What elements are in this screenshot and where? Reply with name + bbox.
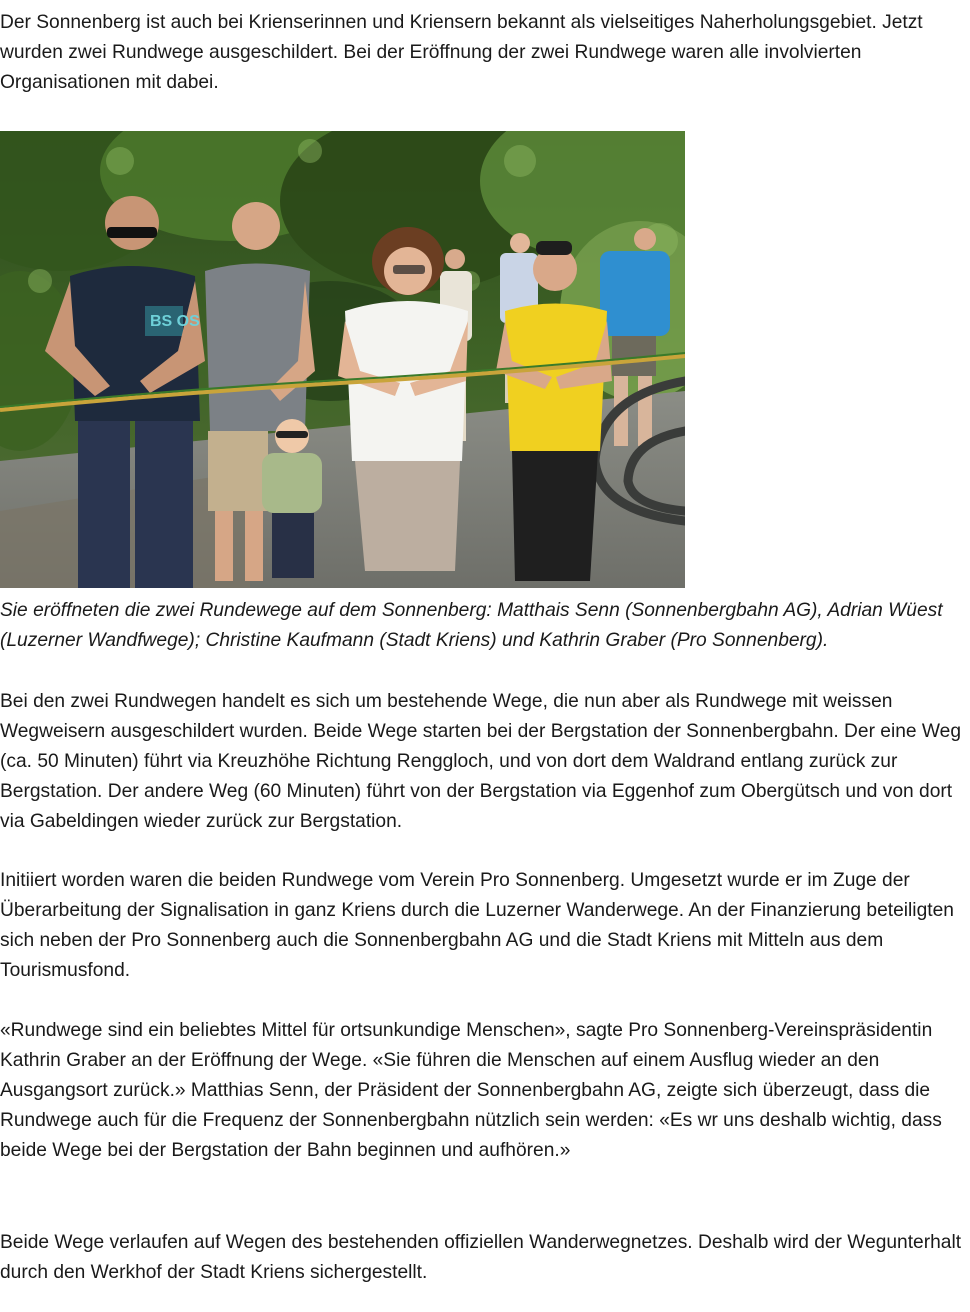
lead-paragraph: Der Sonnenberg ist auch bei Krienserinnen und Kriensern bekannt als vielseitiges Naherholungsgebiet. Jetzt wurden zwei Rundwege ausgeschildert. Bei der Eröffnung der zwei Rundwege waren alle involvierten Organisationen mit dabei. xyxy=(0,12,923,93)
paragraph-initiative: Initiiert worden waren die beiden Rundwege vom Verein Pro Sonnenberg. Umgesetzt wurde er im Zuge der Überarbeitung der Signalisation in ganz Kriens durch die Luzerner Wanderwege. An der Finanzierung beteiligten sich neben der Pro Sonnenberg auch die Sonnenbergbahn AG und die Stadt Kriens mit Mitteln aus dem Tourismusfond. xyxy=(0,870,954,981)
shirt-print: BS OS xyxy=(150,313,200,330)
paragraph-quotes: «Rundwege sind ein beliebtes Mittel für ortsunkundige Menschen», sagte Pro Sonnenberg-Vereinspräsidentin Kathrin Graber an der Eröffnung der Wege. «Sie führen die Menschen auf einem Ausflug wieder an den Ausgangsort zurück.» Matthias Senn, der Präsident der Sonnenbergbahn AG, zeigte sich überzeugt, dass die Rundwege auch für die Frequenz der Sonnenbergbahn nützlich sein werden: «Es wr uns deshalb wichtig, dass beide Wege bei der Bergstation der Bahn beginnen und aufhören.» xyxy=(0,1020,942,1161)
paragraph-maintenance: Beide Wege verlaufen auf Wegen des bestehenden offiziellen Wanderwegnetzes. Deshalb wird der Wegunterhalt durch den Werkhof der Stadt Kriens sichergestellt. xyxy=(0,1232,962,1283)
paragraph-routes: Bei den zwei Rundwegen handelt es sich um bestehende Wege, die nun aber als Rundwege mit weissen Wegweisern ausgeschildert wurden. Beide Wege starten bei der Bergstation der Sonnenbergbahn. Der eine Weg (ca. 50 Minuten) führt via Kreuzhöhe Richtung Renggloch, und von dort dem Waldrand entlang zurück zur Bergstation. Der andere Weg (60 Minuten) führt von der Bergstation via Eggenhof zum Obergütsch und von dort via Gabeldingen wieder zurück zur Bergstation. xyxy=(0,691,962,832)
ribbon-cutting-photo xyxy=(0,131,685,588)
photo-illustration xyxy=(0,131,685,588)
photo-caption: Sie eröffneten die zwei Rundewege auf dem Sonnenberg: Matthais Senn (Sonnenbergbahn AG), Adrian Wüest (Luzerner Wandfwege); Christine Kaufmann (Stadt Kriens) und Kathrin Graber (Pro Sonnenberg). xyxy=(0,600,943,651)
